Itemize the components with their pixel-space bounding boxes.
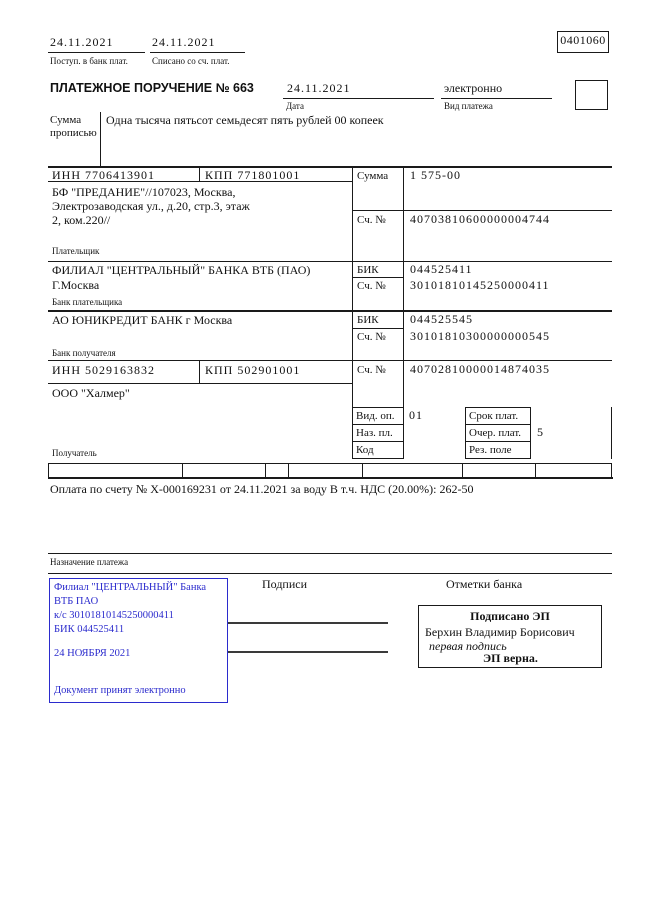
form-code-box (557, 31, 609, 53)
bank-stamp-line-5: 24 НОЯБРЯ 2021 (54, 648, 131, 659)
rule-term-bottom (465, 424, 530, 425)
rule-taxrow-bottom (48, 477, 613, 479)
rule-taxrow-v7 (535, 463, 536, 477)
rule-taxrow-v4 (288, 463, 289, 477)
rule-priority-bottom (465, 441, 530, 442)
beneficiary-bank-name: АО ЮНИКРЕДИТ БАНК г Москва (52, 313, 233, 327)
beneficiary-account-label: Сч. № (357, 364, 386, 376)
rule-debited-underline (150, 52, 245, 53)
form-code: 0401060 (560, 33, 606, 47)
debited-label: Списано со сч. плат. (152, 56, 230, 66)
pay-purpose-label: Наз. пл. (356, 427, 393, 439)
rule-bik1-divider (352, 277, 403, 278)
payer-bank-bik-label: БИК (357, 264, 379, 276)
rule-taxrow-v6 (462, 463, 463, 477)
op-kind-value: 01 (409, 408, 423, 422)
rule-reserve-bottom (465, 458, 530, 459)
payer-account: 40703810600000004744 (410, 212, 550, 226)
rule-code-bottom (352, 458, 403, 459)
rule-under-beneficiary-inn (48, 383, 352, 384)
payer-kpp: КПП 771801001 (205, 168, 301, 182)
signature-line-1 (228, 622, 388, 624)
bank-stamp-line-6: Документ принят электронно (54, 685, 186, 696)
rule-amount-words-divider (100, 112, 101, 168)
rule-taxrow-v8 (611, 463, 612, 477)
rule-footer-top (48, 573, 612, 574)
payer-label: Плательщик (52, 246, 100, 256)
doc-date-label: Дата (286, 101, 304, 111)
payer-bank-bik: 044525411 (410, 262, 473, 276)
debited-date: 24.11.2021 (152, 35, 216, 49)
payer-name-line-3: 2, ком.220// (52, 213, 111, 227)
beneficiary-bank-label: Банк получателя (52, 348, 116, 358)
rule-term-box-left (465, 407, 466, 459)
beneficiary-bank-account: 30101810300000000545 (410, 329, 550, 343)
e-signature-title: Подписано ЭП (470, 609, 550, 623)
bank-stamp-box (49, 578, 228, 703)
payer-bank-name: ФИЛИАЛ "ЦЕНТРАЛЬНЫЙ" БАНКА ВТБ (ПАО) (52, 263, 311, 277)
priority-label: Очер. плат. (469, 427, 522, 439)
payer-account-label: Сч. № (357, 214, 386, 226)
document-title: ПЛАТЕЖНОЕ ПОРУЧЕНИЕ № 663 (50, 81, 254, 95)
rule-naz-bottom (352, 441, 403, 442)
payer-name-line-1: БФ "ПРЕДАНИЕ"//107023, Москва, (52, 185, 236, 199)
amount-words-label-2: прописью (50, 127, 97, 139)
payer-bank-city: Г.Москва (52, 278, 100, 292)
e-signature-verified: ЭП верна. (483, 651, 538, 665)
priority-value: 5 (537, 425, 544, 439)
reserve-label: Рез. поле (469, 444, 512, 456)
bank-stamp-line-1: Филиал "ЦЕНТРАЛЬНЫЙ" Банка (54, 582, 207, 593)
payment-kind: электронно (444, 81, 503, 95)
rule-beneficiary-inn-kpp-divider (199, 361, 200, 383)
beneficiary-kpp: КПП 502901001 (205, 363, 301, 377)
signature-line-2 (228, 651, 388, 653)
rule-term-box-right (530, 407, 531, 459)
beneficiary-bank-account-label: Сч. № (357, 331, 386, 343)
rule-under-payer (48, 261, 612, 262)
op-kind-label: Вид. оп. (356, 410, 395, 422)
rule-received-underline (48, 52, 145, 53)
rule-taxrow-v2 (182, 463, 183, 477)
payer-bank-account: 30101810145250000411 (410, 278, 550, 292)
e-signature-name: Берхин Владимир Борисович (425, 625, 575, 639)
bank-stamp-line-4: БИК 044525411 (54, 624, 125, 635)
purpose-label: Назначение платежа (50, 557, 129, 567)
e-signature-kind: первая подпись (429, 639, 507, 653)
signatures-label: Подписи (262, 577, 308, 591)
beneficiary-bank-bik: 044525545 (410, 312, 473, 326)
beneficiary-name: ООО "Халмер" (52, 386, 130, 400)
received-date: 24.11.2021 (50, 35, 114, 49)
rule-under-payer-bank (48, 310, 612, 312)
e-signature-box (418, 605, 602, 668)
rule-opkind-bottom (352, 424, 403, 425)
rule-taxrow-v5 (362, 463, 363, 477)
rule-bik2-divider (352, 328, 403, 329)
beneficiary-label: Получатель (52, 448, 97, 458)
payer-bank-account-label: Сч. № (357, 280, 386, 292)
rule-opkind-top (352, 407, 403, 408)
bank-stamp-line-2: ВТБ ПАО (54, 596, 99, 607)
payer-inn: ИНН 7706413901 (52, 168, 155, 182)
rule-payer-inn-kpp-divider (199, 167, 200, 182)
rule-taxrow-top (48, 463, 612, 464)
rule-taxrow-v3 (265, 463, 266, 477)
rule-right-border-segment (611, 407, 612, 459)
amount-words-label-1: Сумма (50, 114, 82, 126)
rule-date-underline (283, 98, 434, 99)
payer-bank-label: Банк плательщика (52, 297, 123, 307)
beneficiary-inn: ИНН 5029163832 (52, 363, 155, 377)
received-label: Поступ. в банк плат. (50, 56, 128, 66)
purpose-text: Оплата по счету № Х-000169231 от 24.11.2021 за воду В т.ч. НДС (20.00%): 262-50 (50, 482, 474, 496)
rule-taxrow-v1 (48, 463, 49, 477)
rule-under-amount (352, 210, 612, 211)
rule-under-beneficiary-bank (48, 360, 612, 361)
payer-status-box (575, 80, 608, 110)
code-label: Код (356, 444, 374, 456)
beneficiary-account: 40702810000014874035 (410, 362, 550, 376)
pay-term-label: Срок плат. (469, 410, 519, 422)
bank-stamp-line-3: к/с 30101810145250000411 (54, 610, 174, 621)
amount-label: Сумма (357, 170, 389, 182)
payment-kind-label: Вид платежа (444, 101, 493, 111)
amount-in-words: Одна тысяча пятьсот семьдесят пять рублей 00 копеек (106, 113, 384, 127)
amount-value: 1 575-00 (410, 168, 461, 182)
rule-payment-kind-underline (441, 98, 552, 99)
beneficiary-bank-bik-label: БИК (357, 314, 379, 326)
doc-date: 24.11.2021 (287, 81, 351, 95)
payer-name-line-2: Электрозаводская ул., д.20, стр.3, этаж (52, 199, 250, 213)
rule-under-purpose (48, 553, 612, 554)
bank-marks-label: Отметки банка (446, 577, 523, 591)
rule-term-top (465, 407, 530, 408)
